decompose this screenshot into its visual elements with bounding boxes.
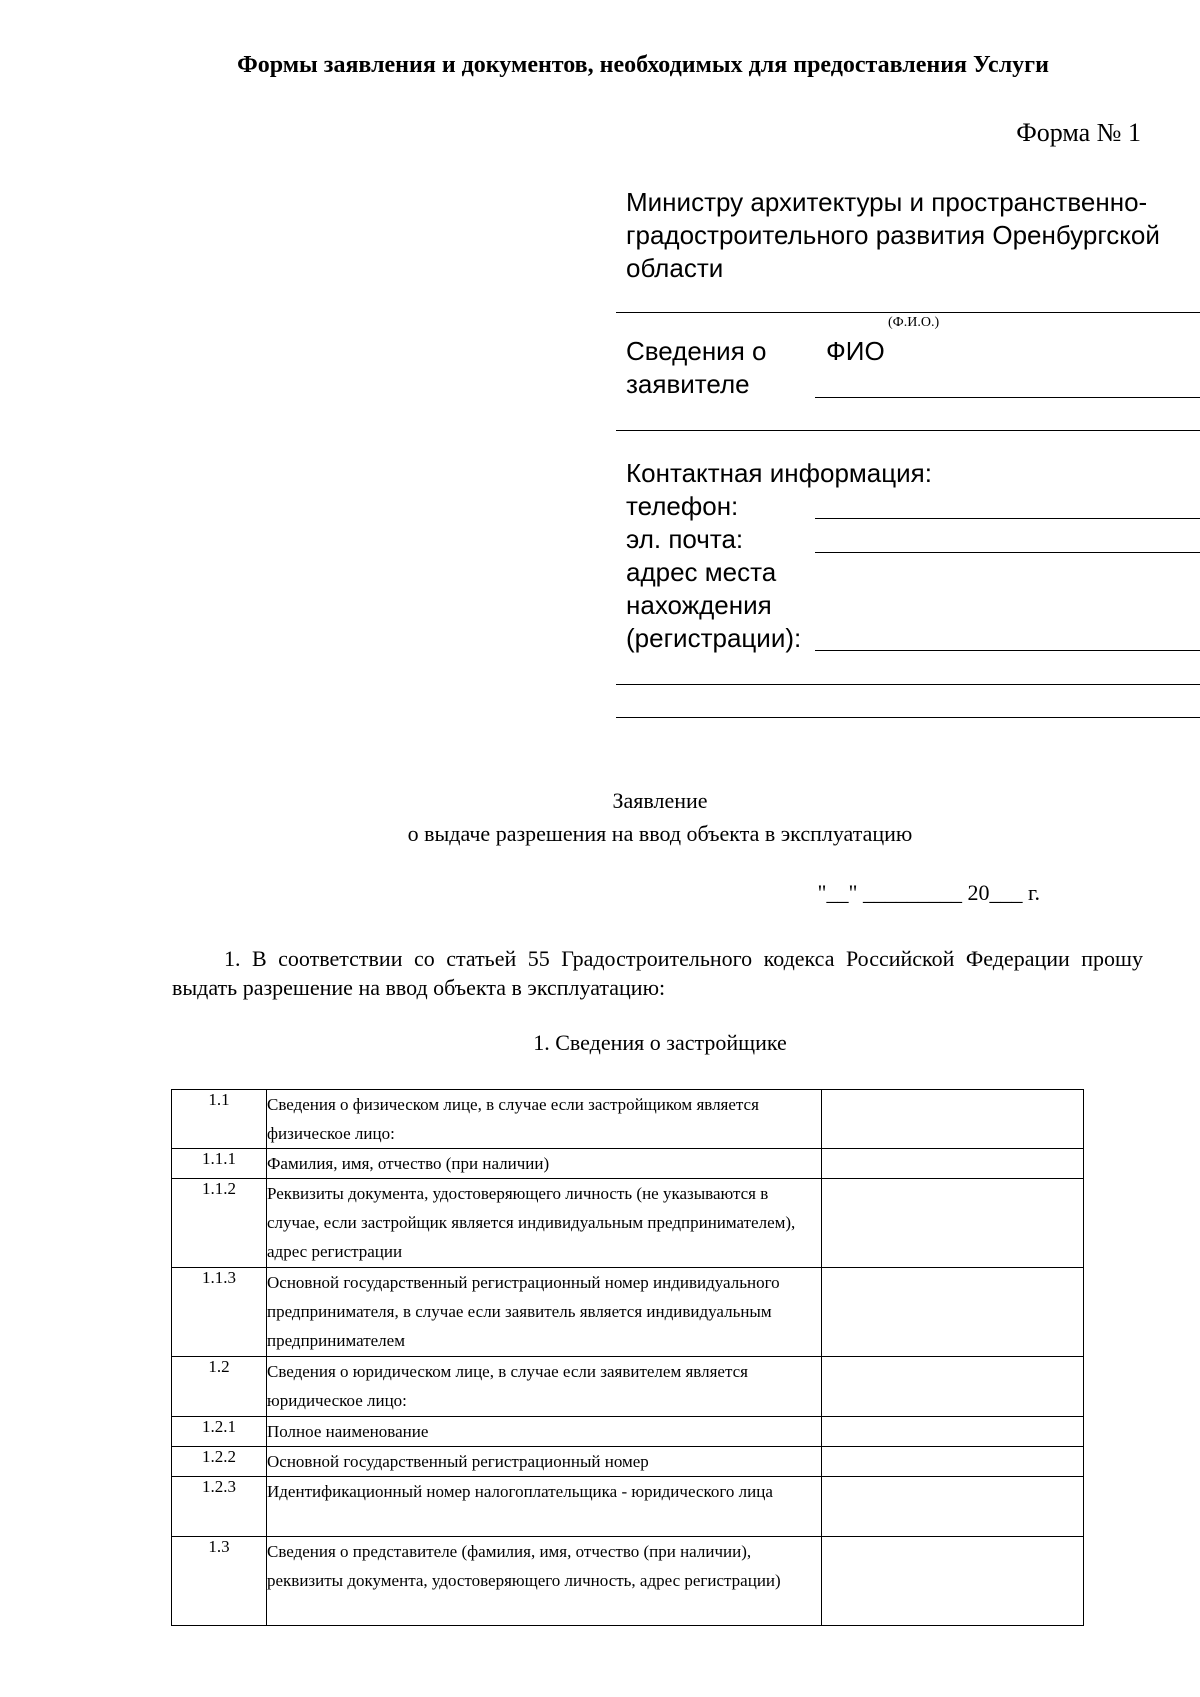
addressee-line: Министру архитектуры и пространственно- [626, 187, 1148, 217]
contact-heading: Контактная информация: [626, 458, 932, 488]
email-label: эл. почта: [626, 524, 744, 554]
table-row [172, 1477, 1084, 1537]
table-row [172, 1090, 1084, 1149]
address-label: нахождения [626, 590, 772, 620]
document-title: Формы заявления и документов, необходимых для предоставления Услуги [237, 52, 1049, 78]
fio-underline [815, 397, 1200, 398]
contact-info-block [626, 457, 1186, 655]
row-number: 1.1 [172, 1090, 267, 1149]
row-value-cell[interactable] [822, 1179, 1084, 1268]
row-value-cell[interactable] [822, 1268, 1084, 1357]
addressee-block [626, 186, 1186, 285]
fio-caption: (Ф.И.О.) [888, 315, 940, 330]
row-number: 1.3 [172, 1537, 267, 1626]
row-number: 1.2.3 [172, 1477, 267, 1537]
row-value-cell[interactable] [822, 1447, 1084, 1477]
row-description: Фамилия, имя, отчество (при наличии) [267, 1149, 822, 1179]
section-heading: 1. Сведения о застройщике [533, 1030, 787, 1055]
address-extra-line[interactable] [616, 717, 1200, 718]
email-field[interactable] [815, 552, 1200, 553]
fio-field[interactable]: ФИО [826, 336, 885, 366]
address-field[interactable] [815, 650, 1200, 651]
statement-title: Заявление [612, 788, 708, 813]
applicant-label-line: заявителе [626, 369, 750, 399]
phone-field[interactable] [815, 518, 1200, 519]
addressee-line: области [626, 253, 724, 283]
row-description: Основной государственный регистрационный номер индивидуального предпринимателя, в случае если заявитель является индивидуальным предпринимателем [267, 1268, 822, 1357]
row-number: 1.1.1 [172, 1149, 267, 1179]
separator-line [616, 430, 1200, 431]
table-row [172, 1447, 1084, 1477]
separator-line [616, 312, 1200, 313]
row-number: 1.2 [172, 1357, 267, 1417]
form-number: Форма № 1 [1016, 118, 1141, 147]
address-label: (регистрации): [626, 623, 802, 653]
row-description: Идентификационный номер налогоплательщика - юридического лица [267, 1477, 822, 1537]
table-row [172, 1537, 1084, 1626]
row-number: 1.1.2 [172, 1179, 267, 1268]
row-description: Сведения о юридическом лице, в случае если заявителем является юридическое лицо: [267, 1357, 822, 1417]
row-description: Сведения о представителе (фамилия, имя, отчество (при наличии), реквизиты документа, удостоверяющего личность, адрес регистрации) [267, 1537, 822, 1626]
table-row [172, 1179, 1084, 1268]
row-number: 1.1.3 [172, 1268, 267, 1357]
row-number: 1.2.1 [172, 1417, 267, 1447]
address-extra-line[interactable] [616, 684, 1200, 685]
date-field[interactable]: "__" _________ 20___ г. [817, 880, 1040, 905]
phone-label: телефон: [626, 491, 739, 521]
row-description: Полное наименование [267, 1417, 822, 1447]
table-row [172, 1357, 1084, 1417]
table-row [172, 1268, 1084, 1357]
row-value-cell[interactable] [822, 1149, 1084, 1179]
row-value-cell[interactable] [822, 1417, 1084, 1447]
applicant-label [626, 335, 826, 401]
row-description: Сведения о физическом лице, в случае если застройщиком является физическое лицо: [267, 1090, 822, 1149]
statement-title-block [150, 784, 1170, 850]
row-value-cell[interactable] [822, 1090, 1084, 1149]
table-row [172, 1149, 1084, 1179]
addressee-line: градостроительного развития Оренбургской [626, 220, 1160, 250]
row-description: Реквизиты документа, удостоверяющего личность (не указываются в случае, если застройщик является индивидуальным предпринимателем), адрес регистрации [267, 1179, 822, 1268]
row-value-cell[interactable] [822, 1357, 1084, 1417]
statement-subtitle: о выдаче разрешения на ввод объекта в эксплуатацию [407, 821, 913, 846]
statement-paragraph: 1. В соответствии со статьей 55 Градостроительного кодекса Российской Федерации прошу выдать разрешение на ввод объекта в эксплуатацию: [172, 946, 1143, 1000]
address-label: адрес места [626, 557, 777, 587]
row-value-cell[interactable] [822, 1537, 1084, 1626]
applicant-label-line: Сведения о [626, 336, 767, 366]
table-row [172, 1417, 1084, 1447]
row-description: Основной государственный регистрационный номер [267, 1447, 822, 1477]
row-value-cell[interactable] [822, 1477, 1084, 1537]
developer-info-table [171, 1089, 1084, 1626]
row-number: 1.2.2 [172, 1447, 267, 1477]
